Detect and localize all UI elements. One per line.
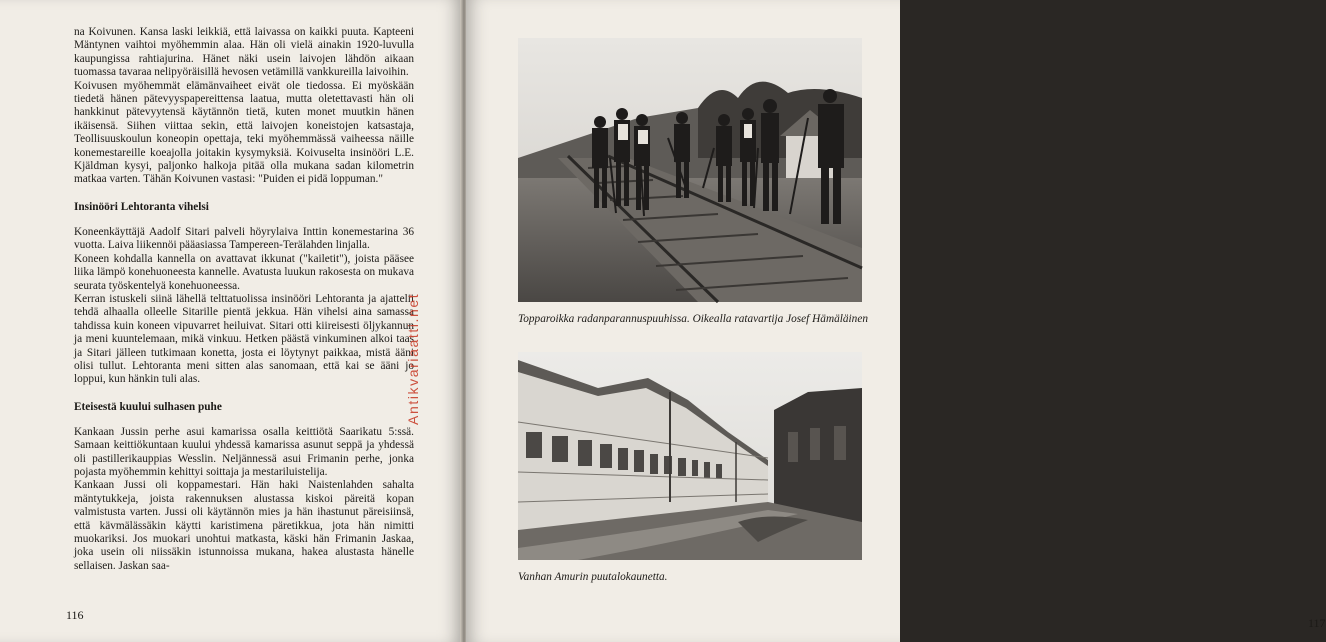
photo-caption: Vanhan Amurin puutalokaunetta. xyxy=(518,571,668,583)
paragraph: Koneenkäyttäjä Aadolf Sitari palveli höyrylaiva Inttin konemestarina 36 vuotta. Laiva liikennöi pääasiassa Tampereen-Terälahden linjalla. xyxy=(74,225,414,252)
page-number: 116 xyxy=(66,608,84,622)
left-page xyxy=(0,0,462,642)
street-image xyxy=(518,352,862,560)
section-heading: Eteisestä kuului sulhasen puhe xyxy=(74,400,222,413)
page-number: 117 xyxy=(1308,616,1326,630)
paragraph: Kerran istuskeli siinä lähellä telttatuolissa insinööri Lehtoranta ja ajattelii tehdä alhaalla olleelle Sitarille pientä jekkua. Hän vihelsi aina samassa tahdissa kuin koneen vipuvarret heiluivat. Sitari otti kiireisesti öljykannun ja meni kuuntelemaan, mikä vinkuu. Hetken päästä vinkuminen alkoi taas ja Sitari jälleen tutkimaan konetta, josta ei löytynyt paikkaa, mistä ääni olisi tullut. Lehtoranta meni sitten alas sanomaan, että kai se ääni jo loppui, kun hänkin tuli alas. xyxy=(74,292,414,386)
paragraph: Koneen kohdalla kannella on avattavat ikkunat ("kailetit"), joista pääsee liika lämpö konehuoneesta kannelle. Avatusta luukun rakosesta on mukava seurata työskentelyä konehuoneessa. xyxy=(74,252,414,292)
watermark-text: Antikvariaatti.net xyxy=(405,292,421,425)
railway-workers-image xyxy=(518,38,862,302)
paragraph: Kankaan Jussin perhe asui kamarissa osalla keittiötä Saarikatu 5:ssä. Samaan keittiökuntaan kuului yhdessä kamarissa asunut seppä ja yhdessä oli pastillerikauppias Wesslin. Neljännessä asui Frimanin perhe, jonka pojasta myöhemmin kehittyi soittaja ja mestariluistelija. xyxy=(74,425,414,478)
paragraph: Kankaan Jussi oli koppamestari. Hän haki Naistenlahden sahalta mäntytukkeja, joista rakennuksen alustassa kiskoi päreitä kopan valmistusta varten. Jussi oli käytännön mies ja hän ihastunut päreisiinsä, että kävmälässäkin käytti karistimena päretikkua, jota hän nimitti muokariksi. Jos muokari unohtui matkasta, käski hän Frimanin Jaskaa, joka usein oli niissäkin istunnoissa mukana, hakea alustasta hänelle sellaisen. Jaskan saa- xyxy=(74,479,414,572)
left-text-column xyxy=(74,26,414,573)
right-page xyxy=(466,0,1326,642)
paragraph: Koivusen myöhemmät elämänvaiheet eivät ole tiedossa. Ei myöskään tiedetä hänen pätevyyspapereittensa laatua, mutta oletettavasti hän oli hankkinut pätevyytensä käytännön tietä, kuten monet muutkin hänen ikäisensä. Siihen viittaa sekin, että laivojen koneistojen katsastaja, Teollisuuskoulun koneopin opettaja, teki myöhemmässä vaiheessa näille konemestareille koeajolla joitakin kysymyksiä. Koivuselta insinööri L.E. Kjäldman kysyi, paljonko halkoja pitää olla mukana sadan kilometrin matkaa varten. Tähän Koivunen vastasi: "Puiden ei pidä loppuman." xyxy=(74,79,414,186)
railway-workers-photo xyxy=(518,38,862,302)
wooden-houses-photo xyxy=(518,352,862,560)
watermark xyxy=(405,195,433,425)
section-heading: Insinööri Lehtoranta vihelsi xyxy=(74,200,209,213)
photo-caption: Topparoikka radanparannuspuuhissa. Oikealla ratavartija Josef Hämäläinen xyxy=(518,313,868,325)
paragraph: na Koivunen. Kansa laski leikkiä, että laivassa on kaikki puuta. Kapteeni Mäntynen vaihtoi myöhemmin alaa. Hän oli vielä ainakin 1920-luvulla kaupungissa rahtiajurina. Hänet näki usein laivojen lähdön aikaan tuomassa tavaraa nelipyöräisillä hevosen vetämillä vankkureilla laivoihin. xyxy=(74,26,414,79)
